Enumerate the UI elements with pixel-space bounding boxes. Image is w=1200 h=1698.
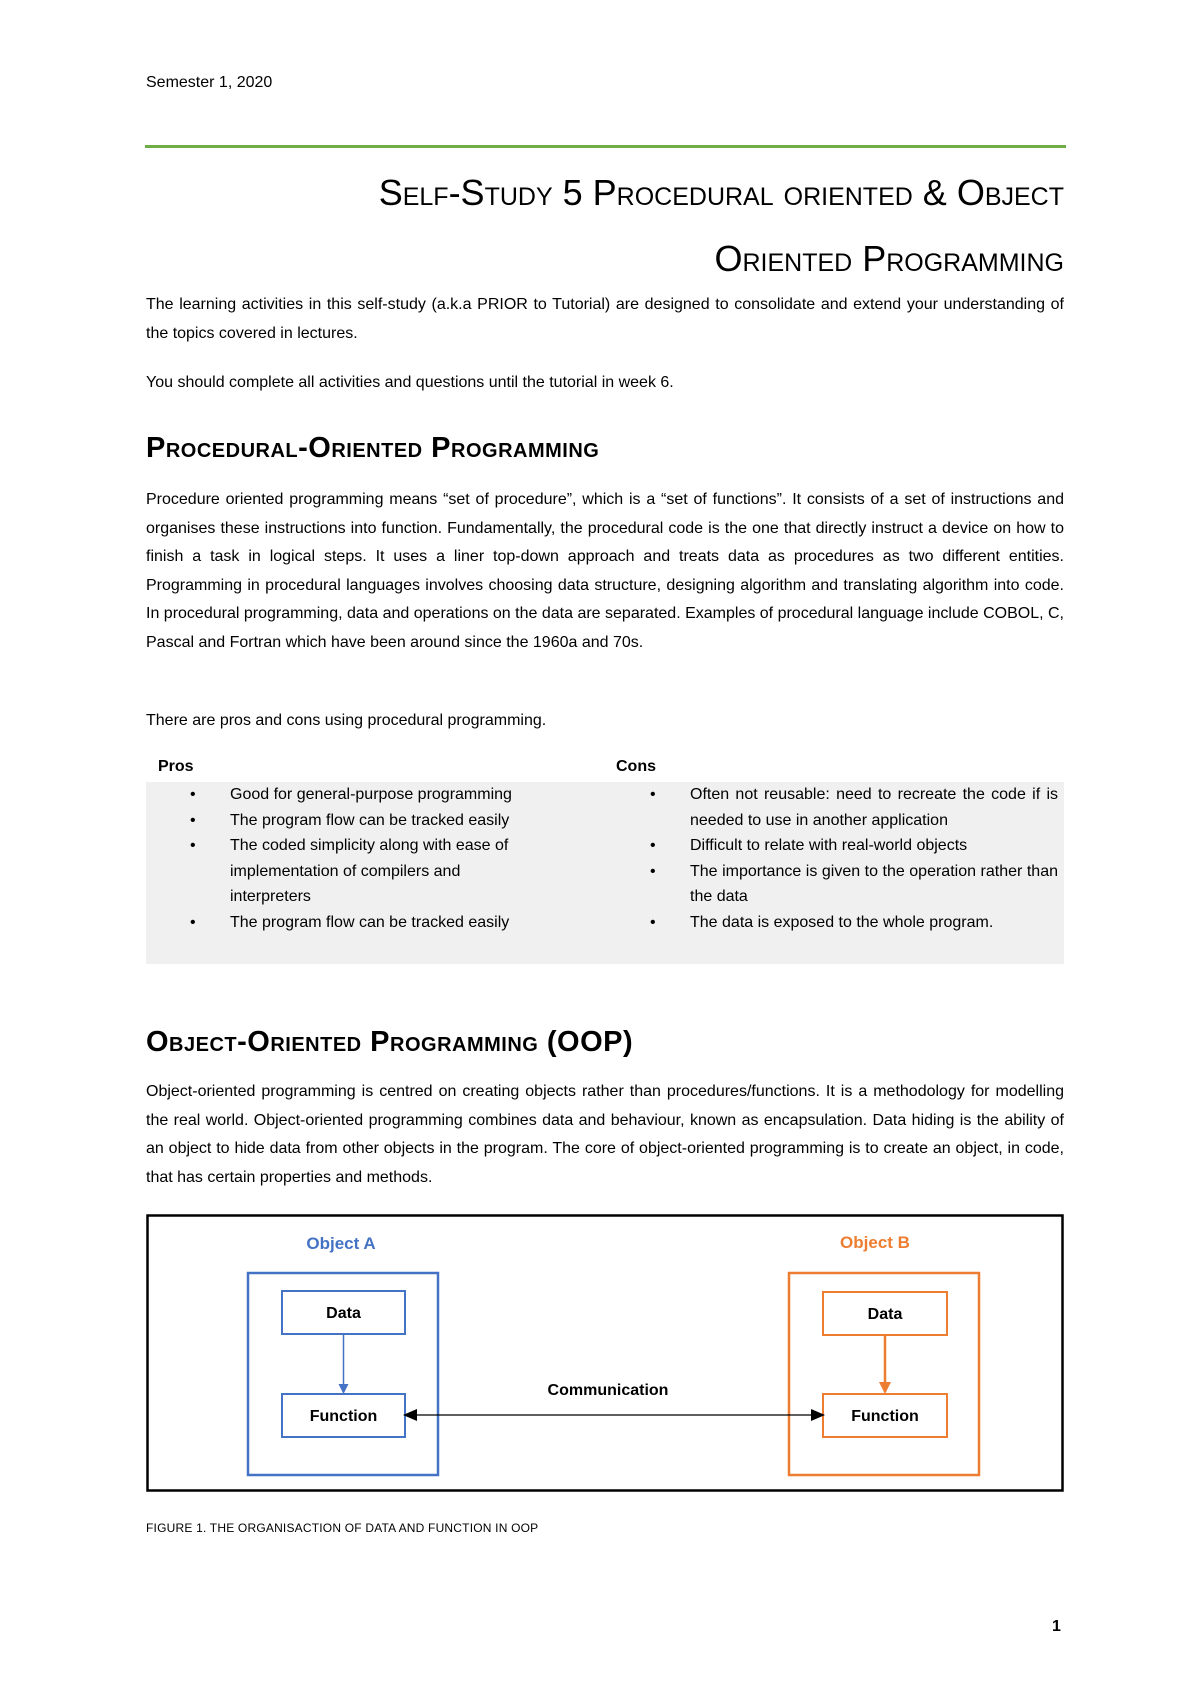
pros-item: • The coded simplicity along with ease of implementation of compilers and interpreters — [146, 833, 530, 910]
pros-cons-header — [146, 754, 1064, 782]
bullet-icon: • — [650, 786, 656, 803]
header-rule — [145, 145, 1066, 148]
cons-list — [606, 782, 1058, 935]
intro-text-1: The learning activities in this self-study (a.k.a PRIOR to Tutorial) are designed to consolidate and extend your understanding of the topics covered in lectures. — [146, 296, 1064, 342]
bullet-icon: • — [190, 786, 196, 803]
cons-item: • The importance is given to the operation rather than the data — [606, 859, 1058, 910]
bullet-icon: • — [190, 837, 196, 854]
intro-text-2: You should complete all activities and questions until the tutorial in week 6. — [146, 374, 674, 391]
intro-paragraph — [146, 290, 1064, 348]
procedural-paragraph: Procedure oriented programming means “set of procedure”, which is a “set of functions”. It consists of a set of instructions and organises these instructions into function. Fundamentally, the procedural code is the one that directly instruct a device on how to finish a task in logical steps. It uses a liner top-down approach and treats data as procedures as two different entities. Programming in procedural languages involves choosing data structure, designing algorithm and translating algorithm into code. In procedural programming, data and operations on the data are separated. Examples of procedural language include COBOL, C, Pascal and Fortran which have been around since the 1960a and 70s. — [146, 491, 1064, 651]
communication-label: Communication — [547, 1382, 669, 1399]
figure-caption: FIGURE 1. THE ORGANISACTION OF DATA AND FUNCTION IN OOP — [146, 1521, 539, 1535]
cons-item: • Difficult to relate with real-world objects — [606, 833, 1058, 859]
title-line-2: Oriented Programming — [714, 238, 1064, 279]
pros-item: • The program flow can be tracked easily — [146, 910, 606, 936]
bullet-icon: • — [650, 913, 656, 931]
object-b-function-label: Function — [851, 1408, 919, 1425]
object-a-function-label: Function — [309, 1408, 378, 1425]
pros-list — [146, 782, 606, 935]
title-line-1: Self-Study 5 Procedural oriented & Object — [378, 172, 1064, 213]
object-a-data-label: Data — [326, 1305, 361, 1322]
page-number: 1 — [1052, 1618, 1061, 1635]
object-b-data-label: Data — [867, 1306, 903, 1323]
object-a-label: Object A — [306, 1234, 376, 1253]
cons-item: • Often not reusable: need to recreate the code if is needed to use in another application — [606, 782, 1058, 833]
bullet-icon: • — [650, 862, 656, 880]
intro-paragraph-2 — [146, 368, 1064, 397]
pros-cons-body — [146, 782, 1064, 964]
pros-item: • Good for general-purpose programming — [146, 782, 606, 808]
pros-cons-intro: There are pros and cons using procedural programming. — [146, 712, 547, 729]
page-title — [146, 160, 1064, 292]
cons-item: • The data is exposed to the whole program. — [606, 910, 1058, 936]
bullet-icon: • — [650, 837, 656, 854]
oop-heading: Object-Oriented Programming (OOP) — [146, 1026, 634, 1058]
object-b-label: Object B — [840, 1233, 910, 1252]
cons-label: Cons — [616, 758, 656, 775]
oop-paragraph: Object-oriented programming is centred on creating objects rather than procedures/functions. It is a methodology for modelling the real world. Object-oriented programming combines data and behaviour, known as encapsulation. Data hiding is the ability of an object to hide data from other objects in the program. The core of object-oriented programming is to create an object, in code, that has certain properties and methods. — [146, 1083, 1064, 1186]
oop-figure — [146, 1214, 1064, 1492]
figure-frame — [148, 1216, 1063, 1491]
bullet-icon: • — [190, 811, 196, 829]
procedural-heading: Procedural-Oriented Programming — [146, 432, 600, 464]
pros-cons-table — [146, 754, 1064, 964]
pros-label: Pros — [158, 758, 194, 775]
semester-header: Semester 1, 2020 — [146, 74, 273, 91]
pros-item: • The program flow can be tracked easily — [146, 808, 606, 834]
bullet-icon: • — [190, 913, 196, 931]
